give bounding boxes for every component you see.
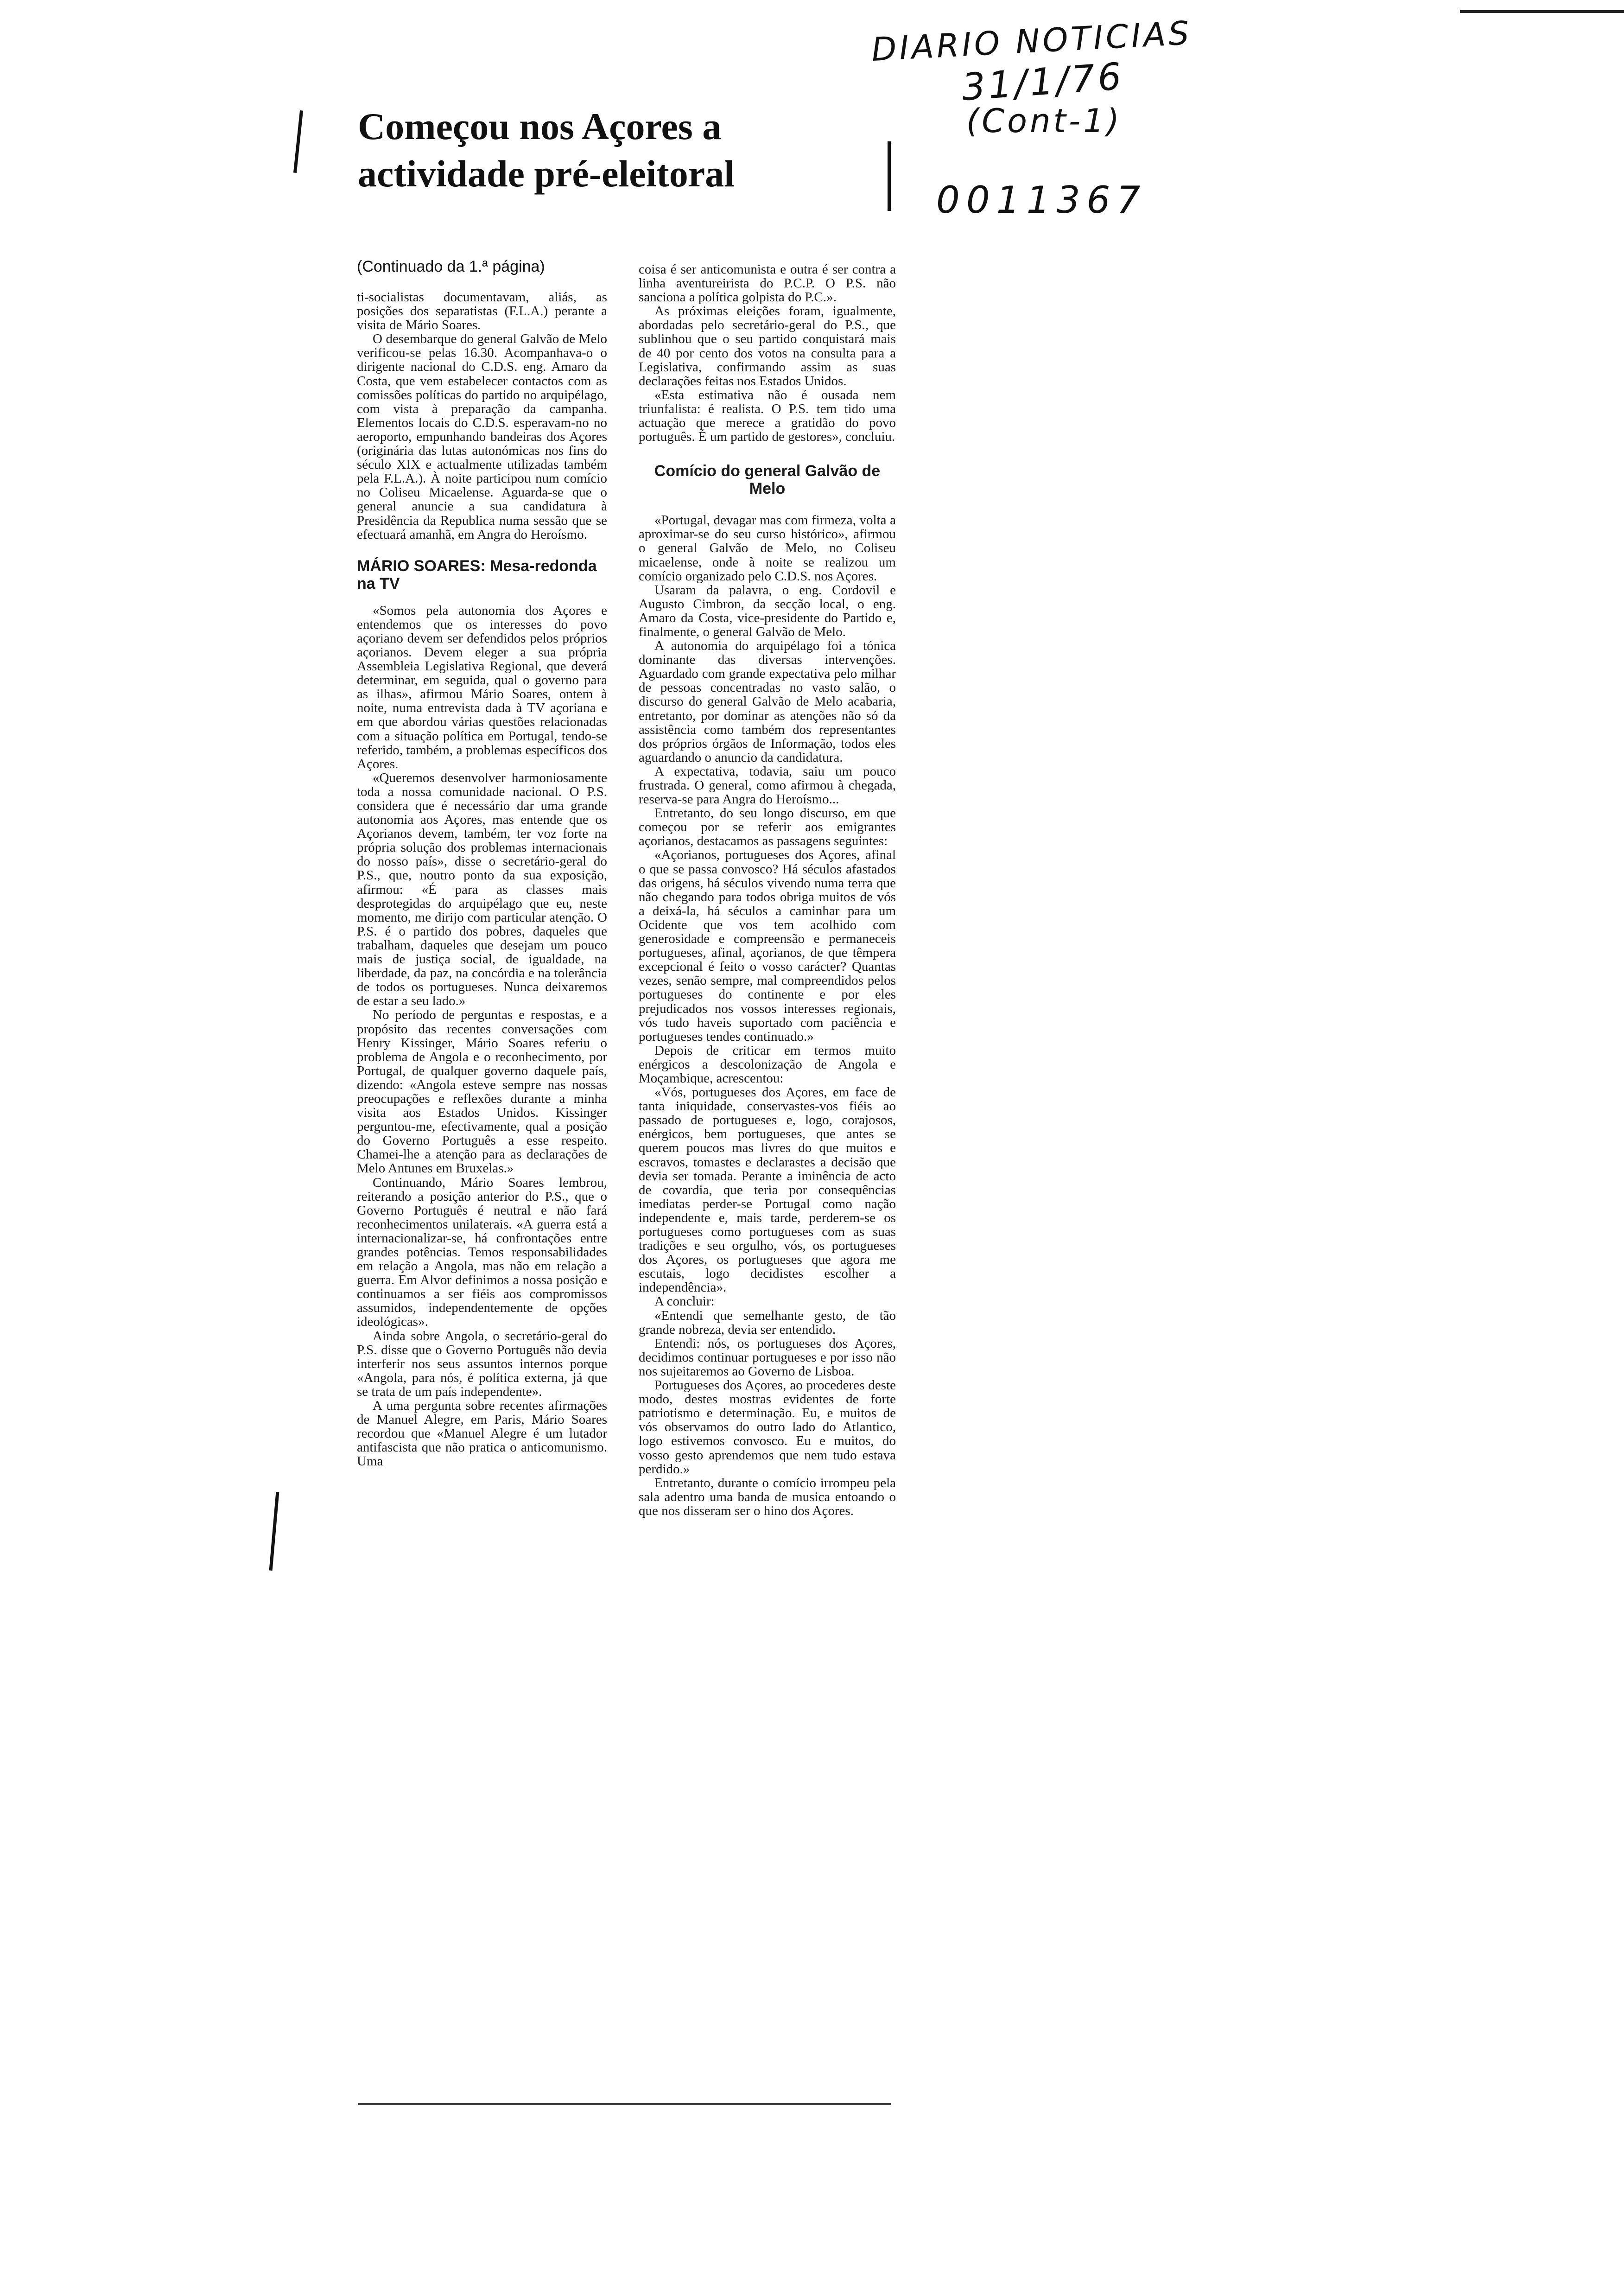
article-headline: Começou nos Açores a actividade pré-eleitoral	[358, 105, 735, 195]
subheading-comicio: Comício do general Galvão de Melo	[654, 462, 881, 498]
paragraph: coisa é ser anticomunista e outra é ser contra a linha aventureirista do P.C.P. O P.S. não sanciona a política golpista do P.C.».	[639, 262, 896, 305]
paragraph: «Queremos desenvolver harmoniosamente toda a nossa comunidade nacional. O P.S. considera que é necessário dar uma grande autonomia aos Açores, mas entende que os Açorianos devem, também, ter voz forte na própria solução dos problemas internacionais do nosso país», disse o secretário-geral do P.S., que, noutro ponto da sua exposição, afirmou: «É para as classes mais desprotegidas do arquipélago que eu, neste momento, me dirijo com particular atenção. O P.S. é o partido dos pobres, daqueles que trabalham, daqueles que desejam um pouco mais de justiça social, de igualdade, na liberdade, da paz, na concórdia e na tolerância de todos os portugueses. Nunca deixaremos de estar a seu lado.»	[357, 770, 607, 1009]
right-column	[639, 262, 896, 1518]
paragraph: As próximas eleições foram, igualmente, abordadas pelo secretário-geral do P.S., que sublinhou que o seu partido conquistará mais de 40 por cento dos votos na consulta para a Legislativa, confirmando assim as suas declarações feitas nos Estados Unidos.	[639, 304, 896, 388]
handwritten-source-note: DIARIO NOTICIAS	[870, 13, 1193, 69]
paragraph: «Vós, portugueses dos Açores, em face de tanta iniquidade, conservastes-vos fiéis ao passado de portugueses e, logo, corajosos, enérgicos, bem portugueses, que antes se querem poucos mas livres do que muitos e escravos, tomastes e declarastes a decisão que devia ser tomada. Perante a iminência de acto de covardia, que teria por consequências imediatas perder-se Portugal como nação independente e, mais tarde, perderem-se os portugueses como portugueses com as suas tradições e seu orgulho, vós, os portugueses dos Açores, os portugueses que agora me escutais, logo decidistes escolher a independência».	[639, 1085, 896, 1295]
paragraph: «Esta estimativa não é ousada nem triunfalista: é realista. O P.S. tem tido uma actuação que merece a gratidão do povo português. É um partido de gestores», concluiu.	[639, 387, 896, 445]
subheading-mario-soares: MÁRIO SOARES: Mesa-redonda na TV	[357, 557, 597, 592]
paragraph: A concluir:	[654, 1294, 715, 1309]
handwritten-archive-number: 0011367	[936, 178, 1147, 222]
margin-mark	[293, 110, 303, 173]
left-column	[357, 290, 607, 1469]
paragraph: Entretanto, do seu longo discurso, em que começou por se referir aos emigrantes açorianos, destacamos as passagens seguintes:	[639, 806, 896, 849]
handwritten-code-note: (Cont-1)	[966, 102, 1122, 140]
paragraph: Portugueses dos Açores, ao procederes deste modo, destes mostras evidentes de forte patriotismo e determinação. Eu, e muitos de vós observamos do outro lado do Atlantico, logo estivemos convosco. Eu e muitos, do vosso gesto aprendemos que nem tudo estava perdido.»	[639, 1378, 896, 1477]
paragraph: O desembarque do general Galvão de Melo verificou-se pelas 16.30. Acompanhava-o o dirigente nacional do C.D.S. eng. Amaro da Costa, que vem estabelecer contactos com as comissões políticas do partido no arquipélago, com vista à preparação da campanha. Elementos locais do C.D.S. esperavam-no no aeroporto, empunhando bandeiras dos Açores (originária das lutas autonómicas nos fins do século XIX e actualmente utilizadas também pela F.L.A.). À noite participou num comício no Coliseu Micaelense. Aguarda-se que o general anuncie a sua candidatura à Presidência da Republica numa sessão que se efectuará amanhã, em Angra do Heroísmo.	[357, 331, 607, 542]
paragraph: A expectativa, todavia, saiu um pouco frustrada. O general, como afirmou à chegada, reserva-se para Angra do Heroísmo...	[639, 764, 896, 807]
top-edge-rule	[1460, 10, 1624, 13]
paragraph: Entretanto, durante o comício irrompeu pela sala adentro uma banda de musica entoando o que nos disseram ser o hino dos Açores.	[639, 1475, 896, 1518]
bottom-clipping-rule	[358, 2103, 891, 2105]
margin-mark	[269, 1492, 279, 1571]
paragraph: Continuando, Mário Soares lembrou, reiterando a posição anterior do P.S., que o Governo Português é neutral e não fará reconhecimentos unilaterais. «A guerra está a internacionalizar-se, há confrontações entre grandes potências. Temos responsabilidades em relação a Angola, mas não em relação a guerra. Em Alvor definimos a nossa posição e continuamos a ser fiéis aos compromissos assumidos, independentemente de opções ideológicas».	[357, 1175, 607, 1330]
margin-mark	[888, 141, 891, 211]
paragraph: «Entendi que semelhante gesto, de tão grande nobreza, devia ser entendido.	[639, 1308, 896, 1337]
handwritten-date-note: 31/1/76	[960, 54, 1126, 109]
paragraph: «Somos pela autonomia dos Açores e entendemos que os interesses do povo açoriano devem ser defendidos pelos próprios açorianos. Devem eleger a sua própria Assembleia Legislativa Regional, que deverá determinar, em seguida, qual o governo para as ilhas», afirmou Mário Soares, ontem à noite, numa entrevista dada à TV açoriana e em que abordou várias questões relacionadas com a situação política em Portugal, tendo-se referido, também, a problemas específicos dos Açores.	[357, 603, 607, 771]
paragraph: Entendi: nós, os portugueses dos Açores, decidimos continuar portugueses e por isso não nos sujeitaremos ao Governo de Lisboa.	[639, 1336, 896, 1379]
paragraph: A autonomia do arquipélago foi a tónica dominante das diversas intervenções. Aguardado com grande expectativa pelo milhar de pessoas concentradas no vasto salão, o discurso do general Galvão de Melo acabaria, entretanto, por dominar as atenções não só da assistência como também dos representantes dos próprios órgãos de Informação, todos eles aguardando o anuncio da candidatura.	[639, 638, 896, 765]
paragraph: A uma pergunta sobre recentes afirmações de Manuel Alegre, em Paris, Mário Soares recordou que «Manuel Alegre é um lutador antifascista que não pratica o anticomunismo. Uma	[357, 1398, 607, 1469]
paragraph: ti-socialistas documentavam, aliás, as posições dos separatistas (F.L.A.) perante a visita de Mário Soares.	[357, 290, 607, 333]
paragraph: Depois de criticar em termos muito enérgicos a descolonização de Angola e Moçambique, acrescentou:	[639, 1043, 896, 1086]
paragraph: No período de perguntas e respostas, e a propósito das recentes conversações com Henry Kissinger, Mário Soares referiu o problema de Angola e o reconhecimento, por Portugal, de qualquer governo daquele país, dizendo: «Angola esteve sempre nas nossas preocupações e reflexões durante a minha visita aos Estados Unidos. Kissinger perguntou-me, efectivamente, qual a posição do Governo Português a esse respeito. Chamei-lhe a atenção para as declarações de Melo Antunes em Bruxelas.»	[357, 1007, 607, 1176]
paragraph: «Açorianos, portugueses dos Açores, afinal o que se passa convosco? Há séculos afastados das origens, há séculos vivendo numa terra que não chegando para todos obriga muitos de vós a deixá-la, há séculos a caminhar para um Ocidente que vos tem acolhido com generosidade e compreensão e permaneceis portugueses, afinal, açorianos, de que têmpera excepcional é feito o vosso carácter? Quantas vezes, senão sempre, mal compreendidos pelos portugueses do continente e por eles prejudicados nos vossos interesses regionais, vós tudo haveis suportado com paciência e portugueses tendes continuado.»	[639, 847, 896, 1044]
continued-note: (Continuado da 1.ª página)	[357, 258, 545, 275]
paragraph: Usaram da palavra, o eng. Cordovil e Augusto Cimbron, da secção local, o eng. Amaro da Costa, vice-presidente do Partido e, finalmente, o general Galvão de Melo.	[639, 582, 896, 639]
paragraph: Ainda sobre Angola, o secretário-geral do P.S. disse que o Governo Português não devia interferir nos seus assuntos internos porque «Angola, para nós, é política externa, já que se trata de um país independente».	[357, 1328, 607, 1399]
paragraph: «Portugal, devagar mas com firmeza, volta a aproximar-se do seu curso histórico», afirmou o general Galvão de Melo, no Coliseu micaelense, onde à noite se realizou um comício organizado pelo C.D.S. nos Açores.	[639, 513, 896, 584]
